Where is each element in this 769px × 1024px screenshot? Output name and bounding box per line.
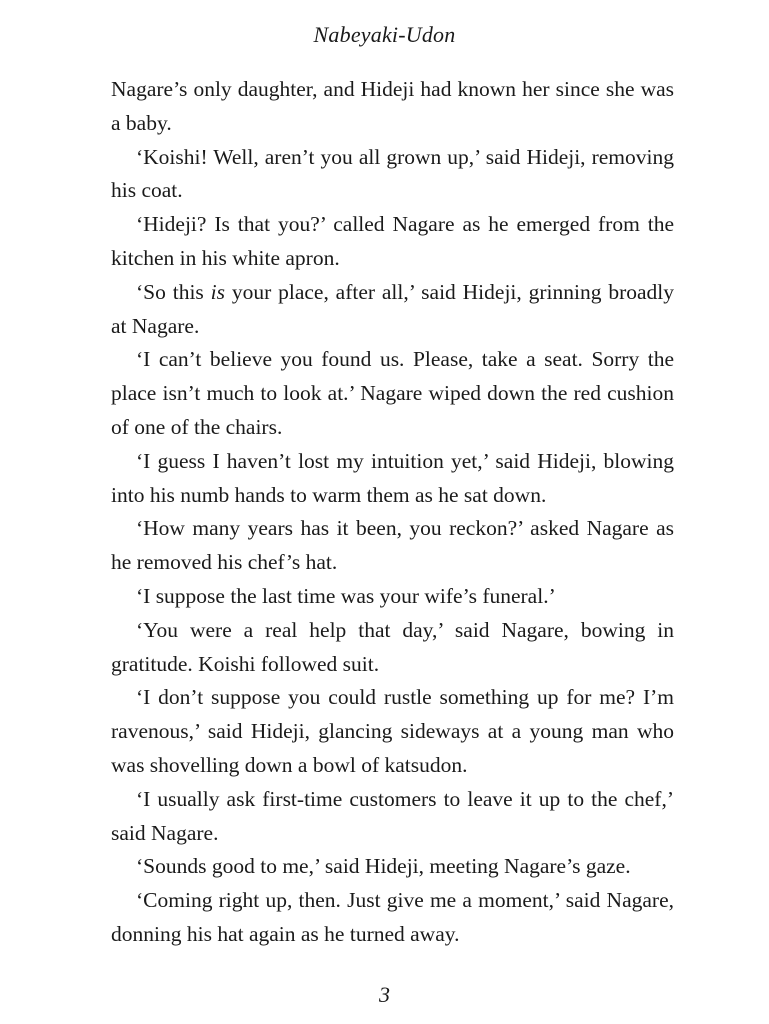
paragraph: ‘I don’t suppose you could rustle something up for me? I’m ravenous,’ said Hideji, glancing sideways at a young man who was shovelling down a bowl of katsudon.	[111, 685, 674, 777]
paragraph: ‘I can’t believe you found us. Please, take a seat. Sorry the place isn’t much to look at.’ Nagare wiped down the red cushion of one of the chairs.	[111, 347, 674, 439]
page-number: 3	[379, 982, 390, 1007]
paragraph: Nagare’s only daughter, and Hideji had known her since she was a baby.	[111, 77, 674, 135]
paragraph: ‘I suppose the last time was your wife’s funeral.’	[136, 583, 556, 608]
paragraph-text: your place, after all,’ said Hideji, grinning broadly at Nagare.	[111, 279, 674, 338]
paragraph: ‘How many years has it been, you reckon?’ asked Nagare as he removed his chef’s hat.	[111, 516, 674, 575]
emphasis-text: is	[210, 279, 225, 304]
paragraph: ‘Sounds good to me,’ said Hideji, meeting Nagare’s gaze.	[136, 854, 631, 879]
paragraph: ‘Coming right up, then. Just give me a moment,’ said Nagare, donning his hat again as he turned away.	[111, 888, 674, 946]
running-head: Nabeyaki-Udon	[313, 22, 456, 47]
paragraph: ‘I usually ask first-time customers to leave it up to the chef,’ said Nagare.	[111, 786, 674, 845]
paragraph: ‘I guess I haven’t lost my intuition yet,’ said Hideji, blowing into his numb hands to warm them as he sat down.	[111, 448, 674, 507]
paragraph: ‘You were a real help that day,’ said Nagare, bowing in gratitude. Koishi followed suit.	[111, 617, 674, 676]
paragraph-text: ‘So this	[136, 279, 211, 304]
body-text	[111, 73, 674, 952]
paragraph: ‘Hideji? Is that you?’ called Nagare as he emerged from the kitchen in his white apron.	[111, 212, 674, 270]
paragraph	[111, 276, 674, 344]
paragraph: ‘Koishi! Well, aren’t you all grown up,’ said Hideji, removing his coat.	[111, 144, 674, 203]
